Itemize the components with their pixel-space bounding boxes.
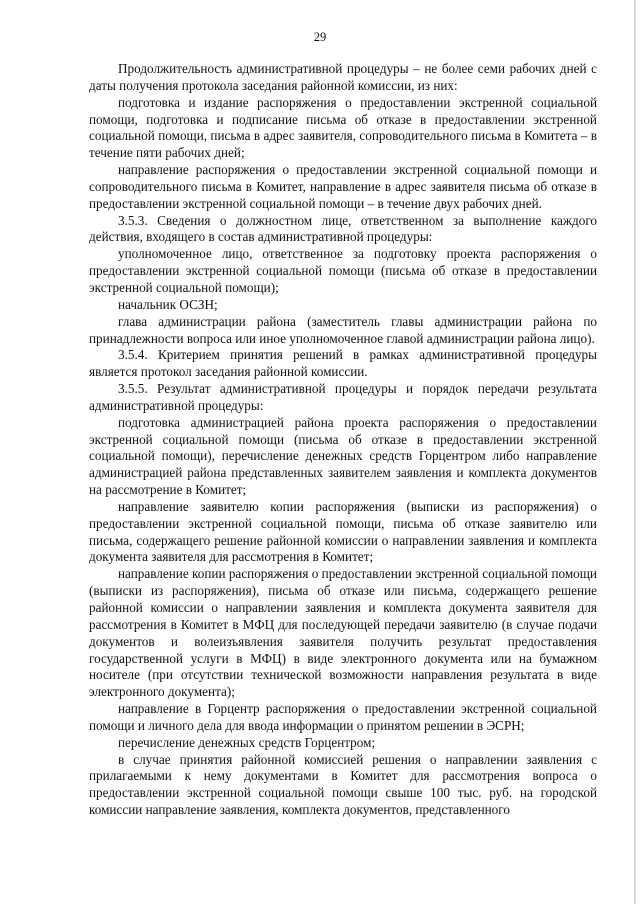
paragraph-head-of-district: глава администрации района (заместитель главы администрации района по принадлежности вопроса или иное уполномоченное главой администрации района лицо).: [89, 313, 597, 346]
paragraph-section-3-5-3: 3.5.3. Сведения о должностном лице, ответственном за выполнение каждого действия, входящего в состав административной процедуры:: [89, 212, 597, 245]
paragraph-section-3-5-5: 3.5.5. Результат административной процедуры и порядок передачи результата административной процедуры:: [89, 381, 597, 413]
document-body: [89, 61, 597, 819]
paragraph-section-3-5-4: 3.5.4. Критерием принятия решений в рамках административной процедуры является протокол заседания районной комиссии.: [89, 347, 597, 380]
paragraph-result-preparation: подготовка администрацией района проекта распоряжения о предоставлении экстренной социальной помощи (письма об отказе в предоставлении экстренной социальной помощи), перечисление денежных средств Горцентром либо направление администрацией района представленных заявителем заявления и комплекта документов на рассмотрение в Комитет;: [89, 414, 597, 498]
paragraph-city-commission: в случае принятия районной комиссией решения о направлении заявления с прилагаемыми к нему документами в Комитет для рассмотрения вопроса о предоставлении экстренной социальной помощи свыше 100 тыс. руб. на городской комиссии направление заявления, комплекта документов, представленного: [89, 751, 597, 818]
paragraph-preparation: подготовка и издание распоряжения о предоставлении экстренной социальной помощи, подготовка и подписание письма об отказе в предоставлении экстренной социальной помощи, письма в адрес заявителя, сопроводительного письма в Комитета – в течение пяти рабочих дней;: [89, 94, 597, 161]
paragraph-result-to-gorcenter: направление в Горцентр распоряжения о предоставлении экстренной социальной помощи и личного дела для ввода информации о принятом решении в ЭСРН;: [89, 701, 597, 733]
paragraph-head-oszn: начальник ОСЗН;: [118, 296, 218, 312]
paragraph-result-to-applicant: направление заявителю копии распоряжения (выписки из распоряжения) о предоставлении экстренной социальной помощи, письма об отказе заявителю или письма, содержащего решение районной комиссии о направлении заявления и комплекта документа заявителя для рассмотрения в Комитет;: [89, 498, 597, 565]
page-number: 29: [313, 30, 327, 44]
scan-edge-shadow: [634, 0, 636, 904]
paragraph-result-to-mfc: направление копии распоряжения о предоставлении экстренной социальной помощи (выписки из распоряжения), письма об отказе или письма, содержащего решение районной комиссии о направлении заявления и комплекта документа заявителя для рассмотрения в Комитет в МФЦ для последующей передачи заявителю (в случае подачи документов и волеизъявления заявителя получить результат предоставления государственной услуги в МФЦ) в виде электронного документа или на бумажном носителе (при отсутствии технической возможности направления результата в виде электронного документа);: [89, 566, 597, 700]
paragraph-money-transfer: перечисление денежных средств Горцентром;: [118, 734, 376, 750]
paragraph-duration: Продолжительность административной процедуры – не более семи рабочих дней с даты получения протокола заседания районной комиссии, из них:: [89, 61, 597, 93]
paragraph-authorized-person: уполномоченное лицо, ответственное за подготовку проекта распоряжения о предоставлении экстренной социальной помощи (письма об отказе в предоставлении экстренной социальной помощи);: [89, 246, 597, 295]
paragraph-sending: направление распоряжения о предоставлении экстренной социальной помощи и сопроводительного письма в Комитет, направление в адрес заявителя письма об отказе в предоставлении экстренной социальной помощи – в течение двух рабочих дней.: [89, 162, 597, 211]
